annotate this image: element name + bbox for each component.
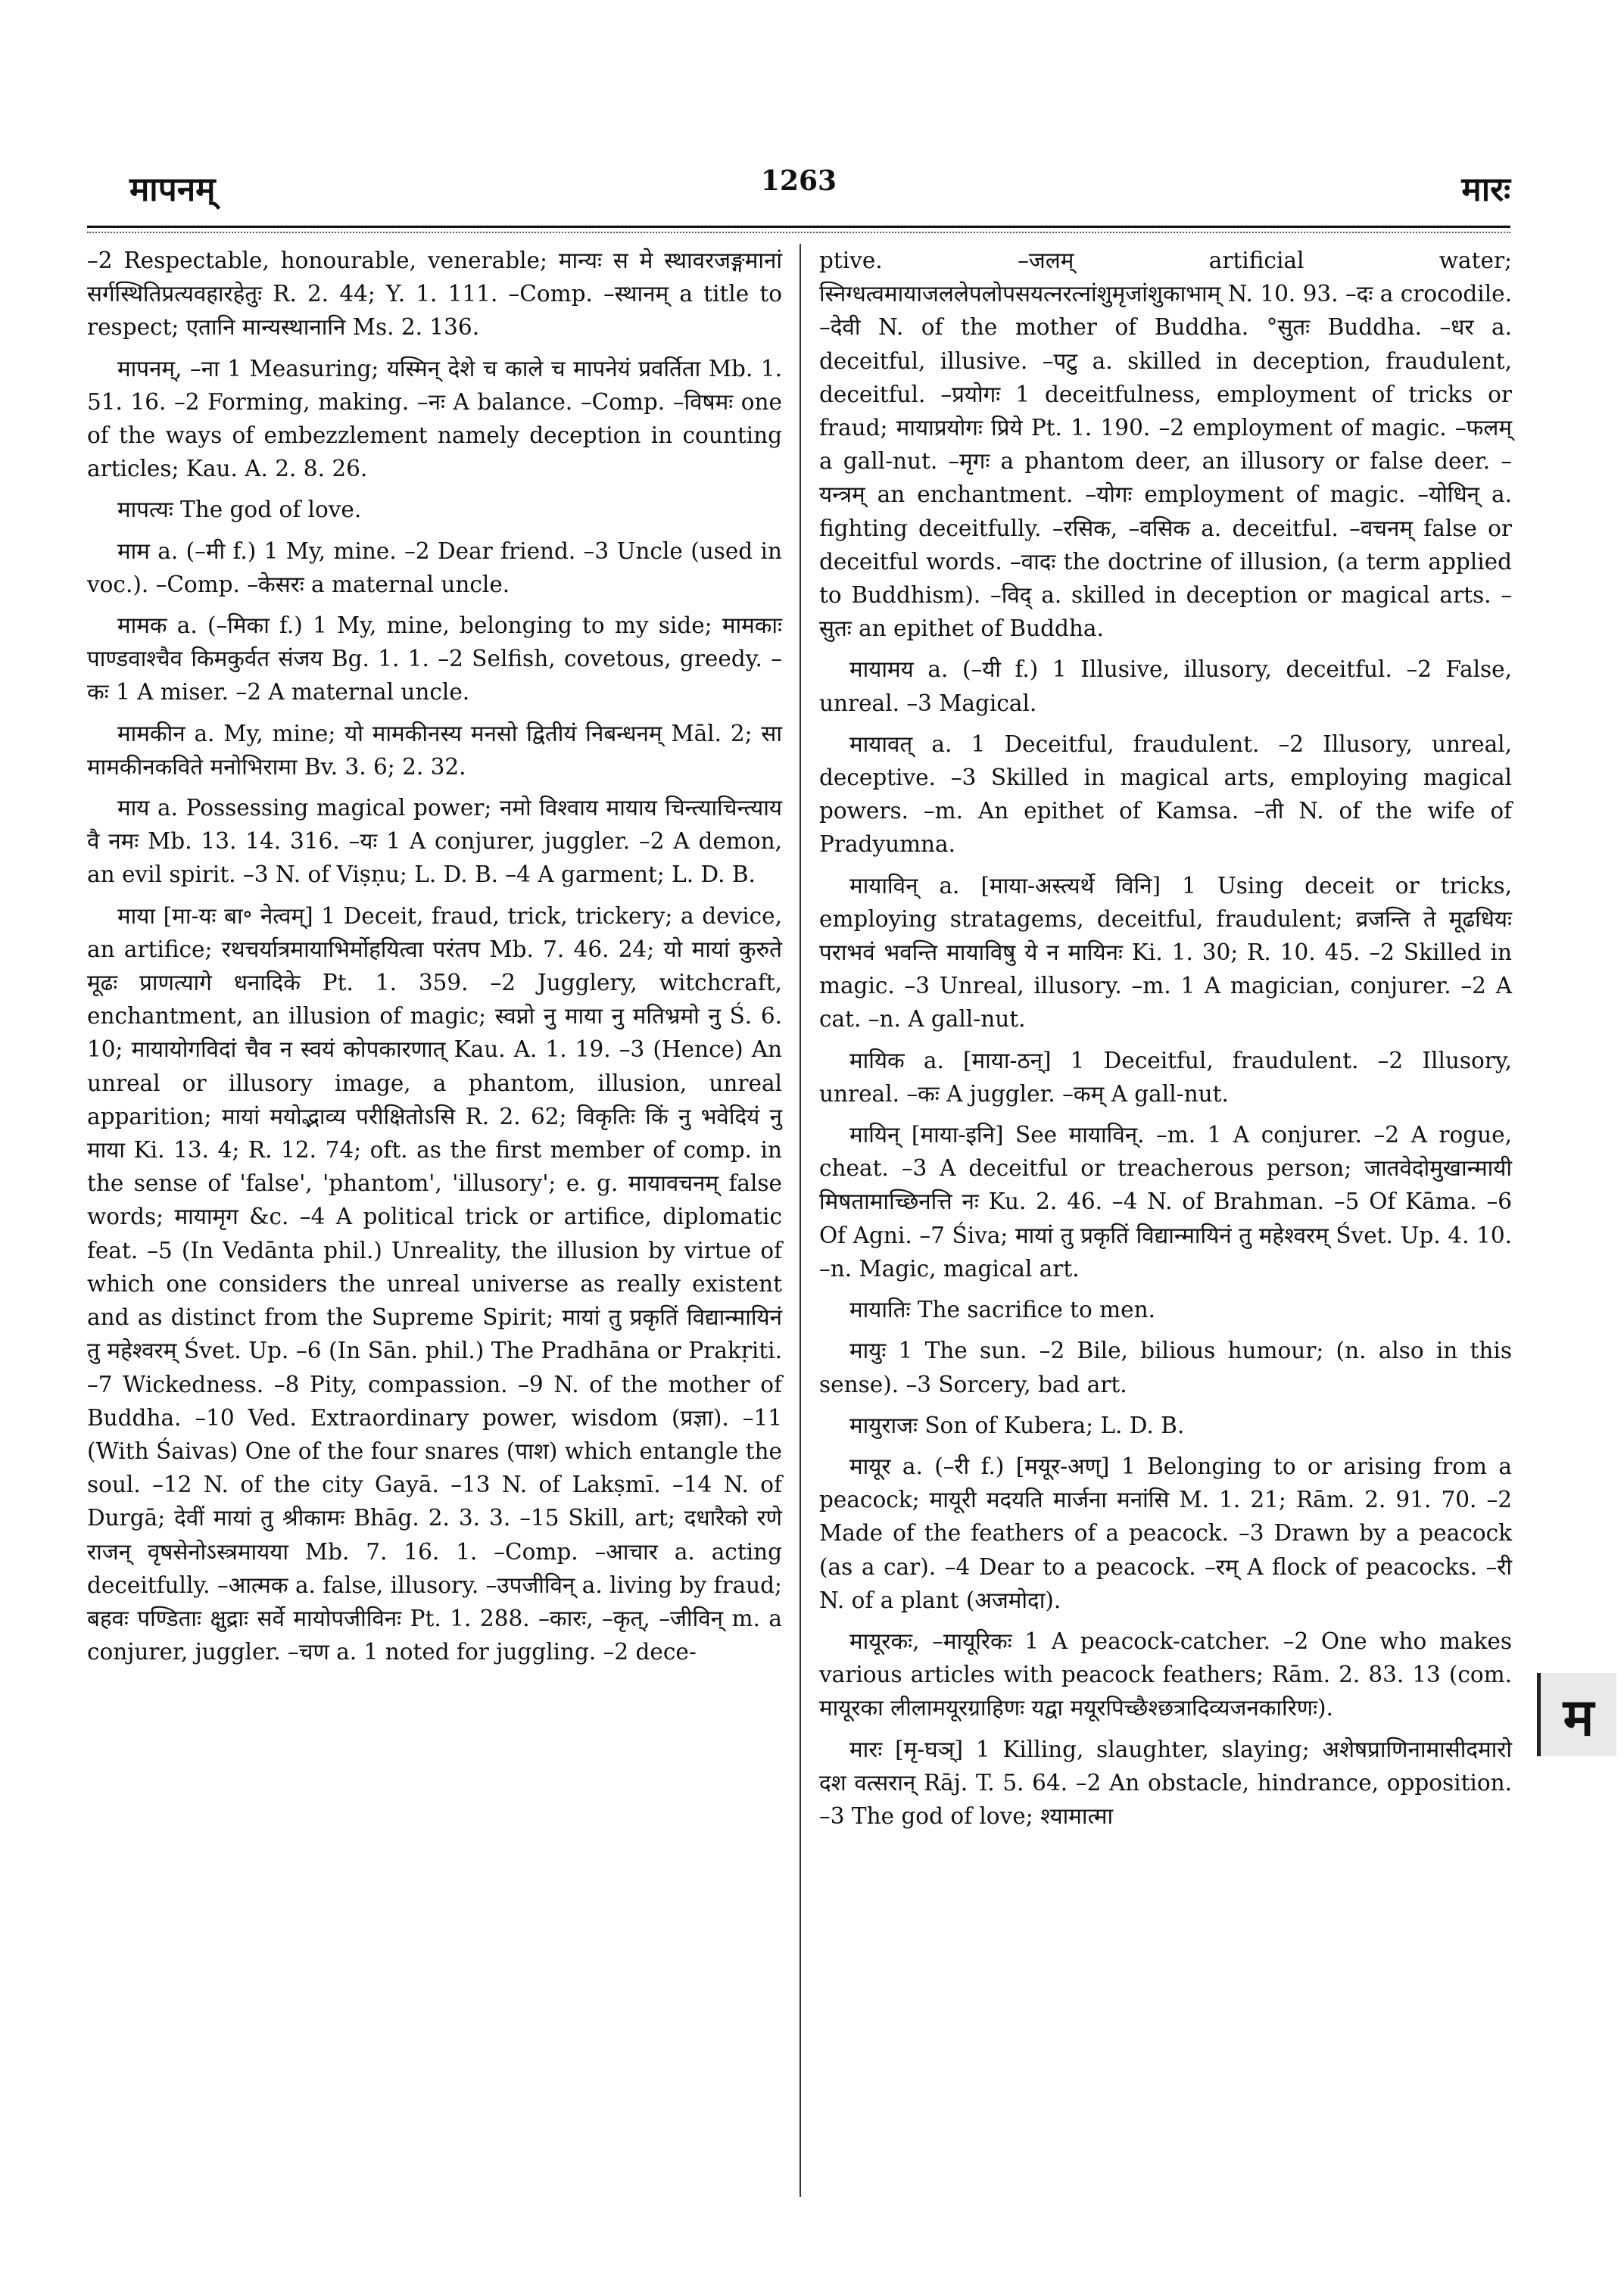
right-column bbox=[819, 244, 1512, 1840]
dictionary-entry: मामकीन a. My, mine; यो मामकीनस्य मनसो द्वितीयं निबन्धनम् Māl. 2; सा मामकीनकविते मनोभिरामा Bv. 3. 6; 2. 32. bbox=[87, 720, 782, 780]
dictionary-entry: मामक a. (–मिका f.) 1 My, mine, belonging to my side; मामकाः पाण्डवाश्चैव किमकुर्वत संजय Bg. 1. 1. –2 Selfish, covetous, greedy. –कः 1 A miser. –2 A maternal uncle. bbox=[87, 612, 782, 706]
thumb-index-letter: म bbox=[1563, 1687, 1594, 1748]
page-number: 1263 bbox=[760, 165, 837, 197]
dictionary-entry: माय a. Possessing magical power; नमो विश्वाय मायाय चिन्त्याचिन्त्याय वै नमः Mb. 13. 14. 316. –यः 1 A conjurer, juggler. –2 A demon, an evil spirit. –3 N. of Viṣṇu; L. D. B. –4 A garment; L. D. B. bbox=[87, 795, 782, 888]
dictionary-entry: माम a. (–मी f.) 1 My, mine. –2 Dear friend. –3 Uncle (used in voc.). –Comp. –केसरः a maternal uncle. bbox=[87, 537, 782, 597]
dictionary-entry: मायुराजः Son of Kubera; L. D. B. bbox=[849, 1412, 1185, 1438]
dictionary-entry: ptive. –जलम् artificial water; स्निग्धत्वमायाजललेपलोपसयत्नरत्नांशुमृजांशुकाभाम् N. 10. 93. –दः a crocodile. –देवी N. of the mother of Buddha. °सुतः Buddha. –धर a. deceitful, illusive. –पटु a. skilled in deception, fraudulent, deceitful. –प्रयोगः 1 deceitfulness, employment of tricks or fraud; मायाप्रयोगः प्रिये Pt. 1. 190. –2 employment of magic. –फलम् a gall-nut. –मृगः a phantom deer, an illusory or false deer. –यन्त्रम् an enchantment. –योगः employment of magic. –योधिन् a. fighting deceitfully. –रसिक, –वसिक a. deceitful. –वचनम् false or deceitful words. –वादः the doctrine of illusion, (a term applied to Buddhism). –विद् a. skilled in deception or magical arts. –सुतः an epithet of Buddha. bbox=[819, 248, 1512, 642]
dictionary-entry: मायूरकः, –मायूरिकः 1 A peacock-catcher. –2 One who makes various articles with peacock feathers; Rām. 2. 83. 13 (com. मायूरका लीलामयूरग्राहिणः यद्वा मयूरपिच्छैश्छत्रादिव्यजनकारिणः). bbox=[819, 1628, 1512, 1721]
dictionary-entry: मायुः 1 The sun. –2 Bile, bilious humour; (n. also in this sense). –3 Sorcery, bad art. bbox=[819, 1338, 1512, 1397]
dictionary-entry: मायाविन् a. [माया-अस्त्यर्थे विनि] 1 Using deceit or tricks, employing stratagems, deceitful, fraudulent; व्रजन्ति ते मूढधियः पराभवं भवन्ति मायाविषु ये न मायिनः Ki. 1. 30; R. 10. 45. –2 Skilled in magic. –3 Unreal, illusory. –m. 1 A magician, conjurer. –2 A cat. –n. A gall-nut. bbox=[819, 872, 1512, 1033]
dictionary-entry: मायातिः The sacrifice to men. bbox=[849, 1297, 1155, 1323]
dictionary-entry: मायामय a. (–यी f.) 1 Illusive, illusory, deceitful. –2 False, unreal. –3 Magical. bbox=[819, 656, 1512, 716]
dictionary-entry: मापत्यः The god of love. bbox=[117, 497, 362, 523]
page-header bbox=[87, 159, 1510, 212]
dictionary-entry: माया [मा-यः बा॰ नेत्वम्] 1 Deceit, fraud, trick, trickery; a device, an artifice; रथचर्यात्रमायाभिर्मोहयित्वा परंतप Mb. 7. 46. 24; यो मायां कुरुते मूढः प्राणत्यागे धनादिके Pt. 1. 359. –2 Jugglery, witchcraft, enchantment, an illusion of magic; स्वप्नो नु माया नु मतिभ्रमो नु Ś. 6. 10; मायायोगविदां चैव न स्वयं कोपकारणात् Kau. A. 1. 19. –3 (Hence) An unreal or illusory image, a phantom, illusion, unreal apparition; मायां मयोद्भाव्य परीक्षितोऽसि R. 2. 62; विकृतिः किं नु भवेदियं नु माया Ki. 13. 4; R. 12. 74; oft. as the first member of comp. in the sense of 'false', 'phantom', 'illusory'; e. g. मायावचनम् false words; मायामृग &c. –4 A political trick or artifice, diplomatic feat. –5 (In Vedānta phil.) Unreality, the illusion by virtue of which one considers the unreal universe as really existent and as distinct from the Supreme Spirit; मायां तु प्रकृतिं विद्यान्मायिनं तु महेश्वरम् Śvet. Up. –6 (In Sān. phil.) The Pradhāna or Prakṛiti. –7 Wickedness. –8 Pity, compassion. –9 N. of the mother of Buddha. –10 Ved. Extraordinary power, wisdom (प्रज्ञा). –11 (With Śaivas) One of the four snares (पाश) which entangle the soul. –12 N. of the city Gayā. –13 N. of Lakṣmī. –14 N. of Durgā; देवीं मायां तु श्रीकामः Bhāg. 2. 3. 3. –15 Skill, art; दधारैको रणे राजन् वृषसेनोऽस्त्रमायया Mb. 7. 16. 1. –Comp. –आचार a. acting deceitfully. –आत्मक a. false, illusory. –उपजीविन् a. living by fraud; बहवः पण्डिताः क्षुद्राः सर्वे मायोपजीविनः Pt. 1. 288. –कारः, –कृत्, –जीविन् m. a conjurer, juggler. –चण a. 1 noted for juggling. –2 dece- bbox=[87, 902, 782, 1665]
header-dotted-rule bbox=[87, 232, 1510, 233]
dictionary-entry: मापनम्, –ना 1 Measuring; यस्मिन् देशे च काले च मापनेयं प्रवर्तिता Mb. 1. 51. 16. –2 Forming, making. –नः A balance. –Comp. –विषमः one of the ways of embezzlement namely deception in counting articles; Kau. A. 2. 8. 26. bbox=[87, 355, 782, 482]
thumb-index-tab bbox=[1537, 1673, 1616, 1756]
left-running-headword: मापनम् bbox=[129, 170, 216, 209]
dictionary-entry: मायूर a. (–री f.) [मयूर-अण्] 1 Belonging to or arising from a peacock; मायूरी मदयति मार्जना मनांसि M. 1. 21; Rām. 2. 91. 70. –2 Made of the feathers of a peacock. –3 Drawn by a peacock (as a car). –4 Dear to a peacock. –रम् A flock of peacocks. –री N. of a plant (अजमोदा). bbox=[819, 1453, 1512, 1613]
right-running-headword: मारः bbox=[1461, 170, 1510, 209]
dictionary-entry: मायिन् [माया-इनि] See मायाविन्. –m. 1 A conjurer. –2 A rogue, cheat. –3 A deceitful or treacherous person; जातवेदोमुखान्मायी मिषतामाच्छिनत्ति नः Ku. 2. 46. –4 N. of Brahman. –5 Of Kāma. –6 Of Agni. –7 Śiva; मायां तु प्रकृतिं विद्यान्मायिनं तु महेश्वरम् Śvet. Up. 4. 10. –n. Magic, magical art. bbox=[819, 1122, 1512, 1282]
column-divider bbox=[800, 244, 801, 2197]
dictionary-entry: मारः [मृ-घञ्] 1 Killing, slaughter, slaying; अशेषप्राणिनामासीदमारो दश वत्सरान् Rāj. T. 5. 64. –2 An obstacle, hindrance, opposition. –3 The god of love; श्यामात्मा bbox=[819, 1736, 1512, 1829]
dictionary-entry: मायिक a. [माया-ठन्] 1 Deceitful, fraudulent. –2 Illusory, unreal. –कः A juggler. –कम् A gall-nut. bbox=[819, 1047, 1512, 1107]
header-rule bbox=[87, 226, 1510, 228]
dictionary-entry: –2 Respectable, honourable, venerable; मान्यः स मे स्थावरजङ्गमानां सर्गस्थितिप्रत्यवहारहेतुः R. 2. 44; Y. 1. 111. –Comp. –स्थानम् a title to respect; एतानि मान्यस्थानानि Ms. 2. 136. bbox=[87, 248, 782, 341]
dictionary-entry: मायावत् a. 1 Deceitful, fraudulent. –2 Illusory, unreal, deceptive. –3 Skilled in magical arts, employing magical powers. –m. An epithet of Kamsa. –ती N. of the wife of Pradyumna. bbox=[819, 731, 1512, 858]
left-column bbox=[87, 244, 782, 1676]
